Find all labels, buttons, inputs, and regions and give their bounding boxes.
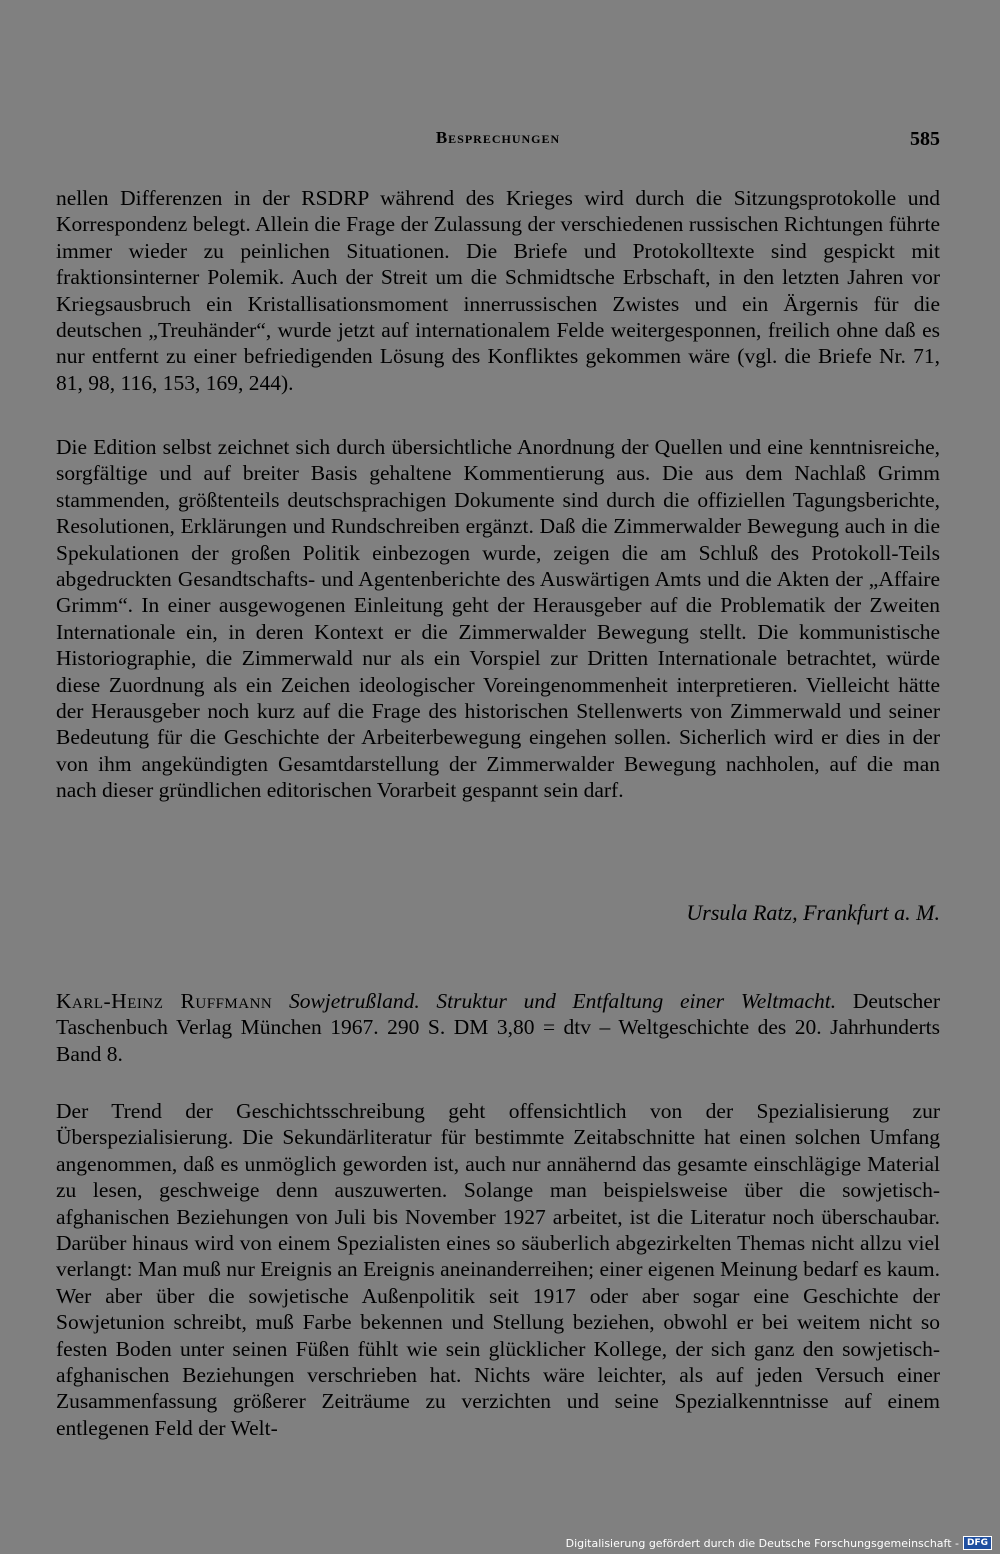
review2-author: Karl-Heinz Ruffmann bbox=[56, 989, 273, 1013]
review2-bibliographic-heading bbox=[56, 988, 940, 1067]
digitization-credit bbox=[566, 1536, 992, 1550]
running-title: Besprechungen bbox=[435, 128, 561, 147]
review2-paragraph-1: Der Trend der Geschichtsschreibung geht offensichtlich von der Spezialisierung zur Überspezialisierung. Die Sekundärliteratur für bestimmte Zeitabschnitte hat einen solchen Umfang angenommen, daß es unmöglich geworden ist, auch nur annähernd das gesamte einschlägige Material zu lesen, geschweige denn auszuwerten. Solange man beispielsweise über die sowjetisch-afghanischen Beziehungen von Juli bis November 1927 arbeitet, ist die Literatur noch überschaubar. Darüber hinaus wird von einem Spezialisten eines so säuberlich abgezirkelten Themas nicht allzu viel verlangt: Man muß nur Ereignis an Ereignis aneinanderreihen; einer eigenen Meinung bedarf es kaum. Wer aber über die sowjetische Außenpolitik seit 1917 oder aber sogar eine Geschichte der Sowjetunion schreibt, muß Farbe bekennen und Stellung beziehen, obwohl er bei weitem nicht so festen Boden unter seinen Füßen fühlt wie sein glücklicher Kollege, der sich ganz den sowjetisch-afghanischen Beziehungen verschrieben hat. Nichts wäre leichter, als auf jeden Versuch einer Zusammenfassung größerer Zeiträume zu verzichten und seine Spezialkenntnisse auf einem entlegenen Feld der Welt- bbox=[56, 1099, 940, 1440]
review1-paragraph-1: nellen Differenzen in der RSDRP während des Krieges wird durch die Sitzungsprotokolle und Korrespondenz belegt. Allein die Frage der Zulassung der verschiedenen russischen Richtungen führte immer wieder zu peinlichen Situationen. Die Briefe und Protokolltexte sind gespickt mit fraktionsinterner Polemik. Auch der Streit um die Schmidtsche Erbschaft, in den letzten Jahren vor Kriegsausbruch ein Kristallisationsmoment innerrussischen Zwistes und ein Ärgernis für die deutschen „Treuhänder“, wurde jetzt auf internationalem Felde weitergesponnen, freilich ohne daß es nur entfernt zu einer befriedigenden Lösung des Konfliktes gekommen wäre (vgl. die Briefe Nr. 71, 81, 98, 116, 153, 169, 244). bbox=[56, 186, 940, 395]
dfg-logo-icon: DFG bbox=[963, 1536, 992, 1550]
page-number: 585 bbox=[910, 128, 940, 150]
review1-paragraph-2: Die Edition selbst zeichnet sich durch übersichtliche Anordnung der Quellen und eine kenntnisreiche, sorgfältige und auf breiter Basis gehaltene Kommentierung aus. Die aus dem Nachlaß Grimm stammenden, größtenteils deutschsprachigen Dokumente sind durch die offiziellen Tagungsberichte, Resolutionen, Erklärungen und Rundschreiben ergänzt. Daß die Zimmerwalder Bewegung auch in die Spekulationen der großen Politik einbezogen wurde, zeigen die am Schluß des Protokoll-Teils abgedruckten Gesandtschafts- und Agentenberichte des Auswärtigen Amts und die Akten der „Affaire Grimm“. In einer ausgewogenen Einleitung geht der Herausgeber auf die Problematik der Zweiten Internationale ein, in deren Kontext er die Zimmerwalder Bewegung stellt. Die kommunistische Historiographie, die Zimmerwald nur als ein Vorspiel zur Dritten Internationale betrachtet, würde diese Zuordnung als ein Zeichen ideologischer Voreingenommenheit interpretieren. Vielleicht hätte der Herausgeber noch kurz auf die Frage des historischen Stellenwerts von Zimmerwald und seiner Bedeutung für die Geschichte der Arbeiterbewegung eingehen sollen. Sicherlich wird er dies in der von ihm angekündigten Gesamtdarstellung der Zimmerwalder Bewegung nachholen, auf die man nach dieser gründlichen editorischen Vorarbeit gespannt sein darf. bbox=[56, 435, 940, 803]
digitization-credit-text: Digitalisierung gefördert durch die Deutsche Forschungsgemeinschaft - bbox=[565, 1536, 959, 1550]
document-page bbox=[56, 0, 940, 1554]
review2-book-title: Sowjetrußland. Struktur und Entfaltung einer Weltmacht. bbox=[288, 989, 837, 1013]
running-head bbox=[56, 128, 940, 158]
review2-publication-info: Deutscher Taschenbuch Verlag München 1967. 290 S. DM 3,80 = dtv – Weltgeschichte des 20. Jahrhunderts Band 8. bbox=[56, 989, 941, 1066]
review1-signature: Ursula Ratz, Frankfurt a. M. bbox=[686, 900, 940, 925]
